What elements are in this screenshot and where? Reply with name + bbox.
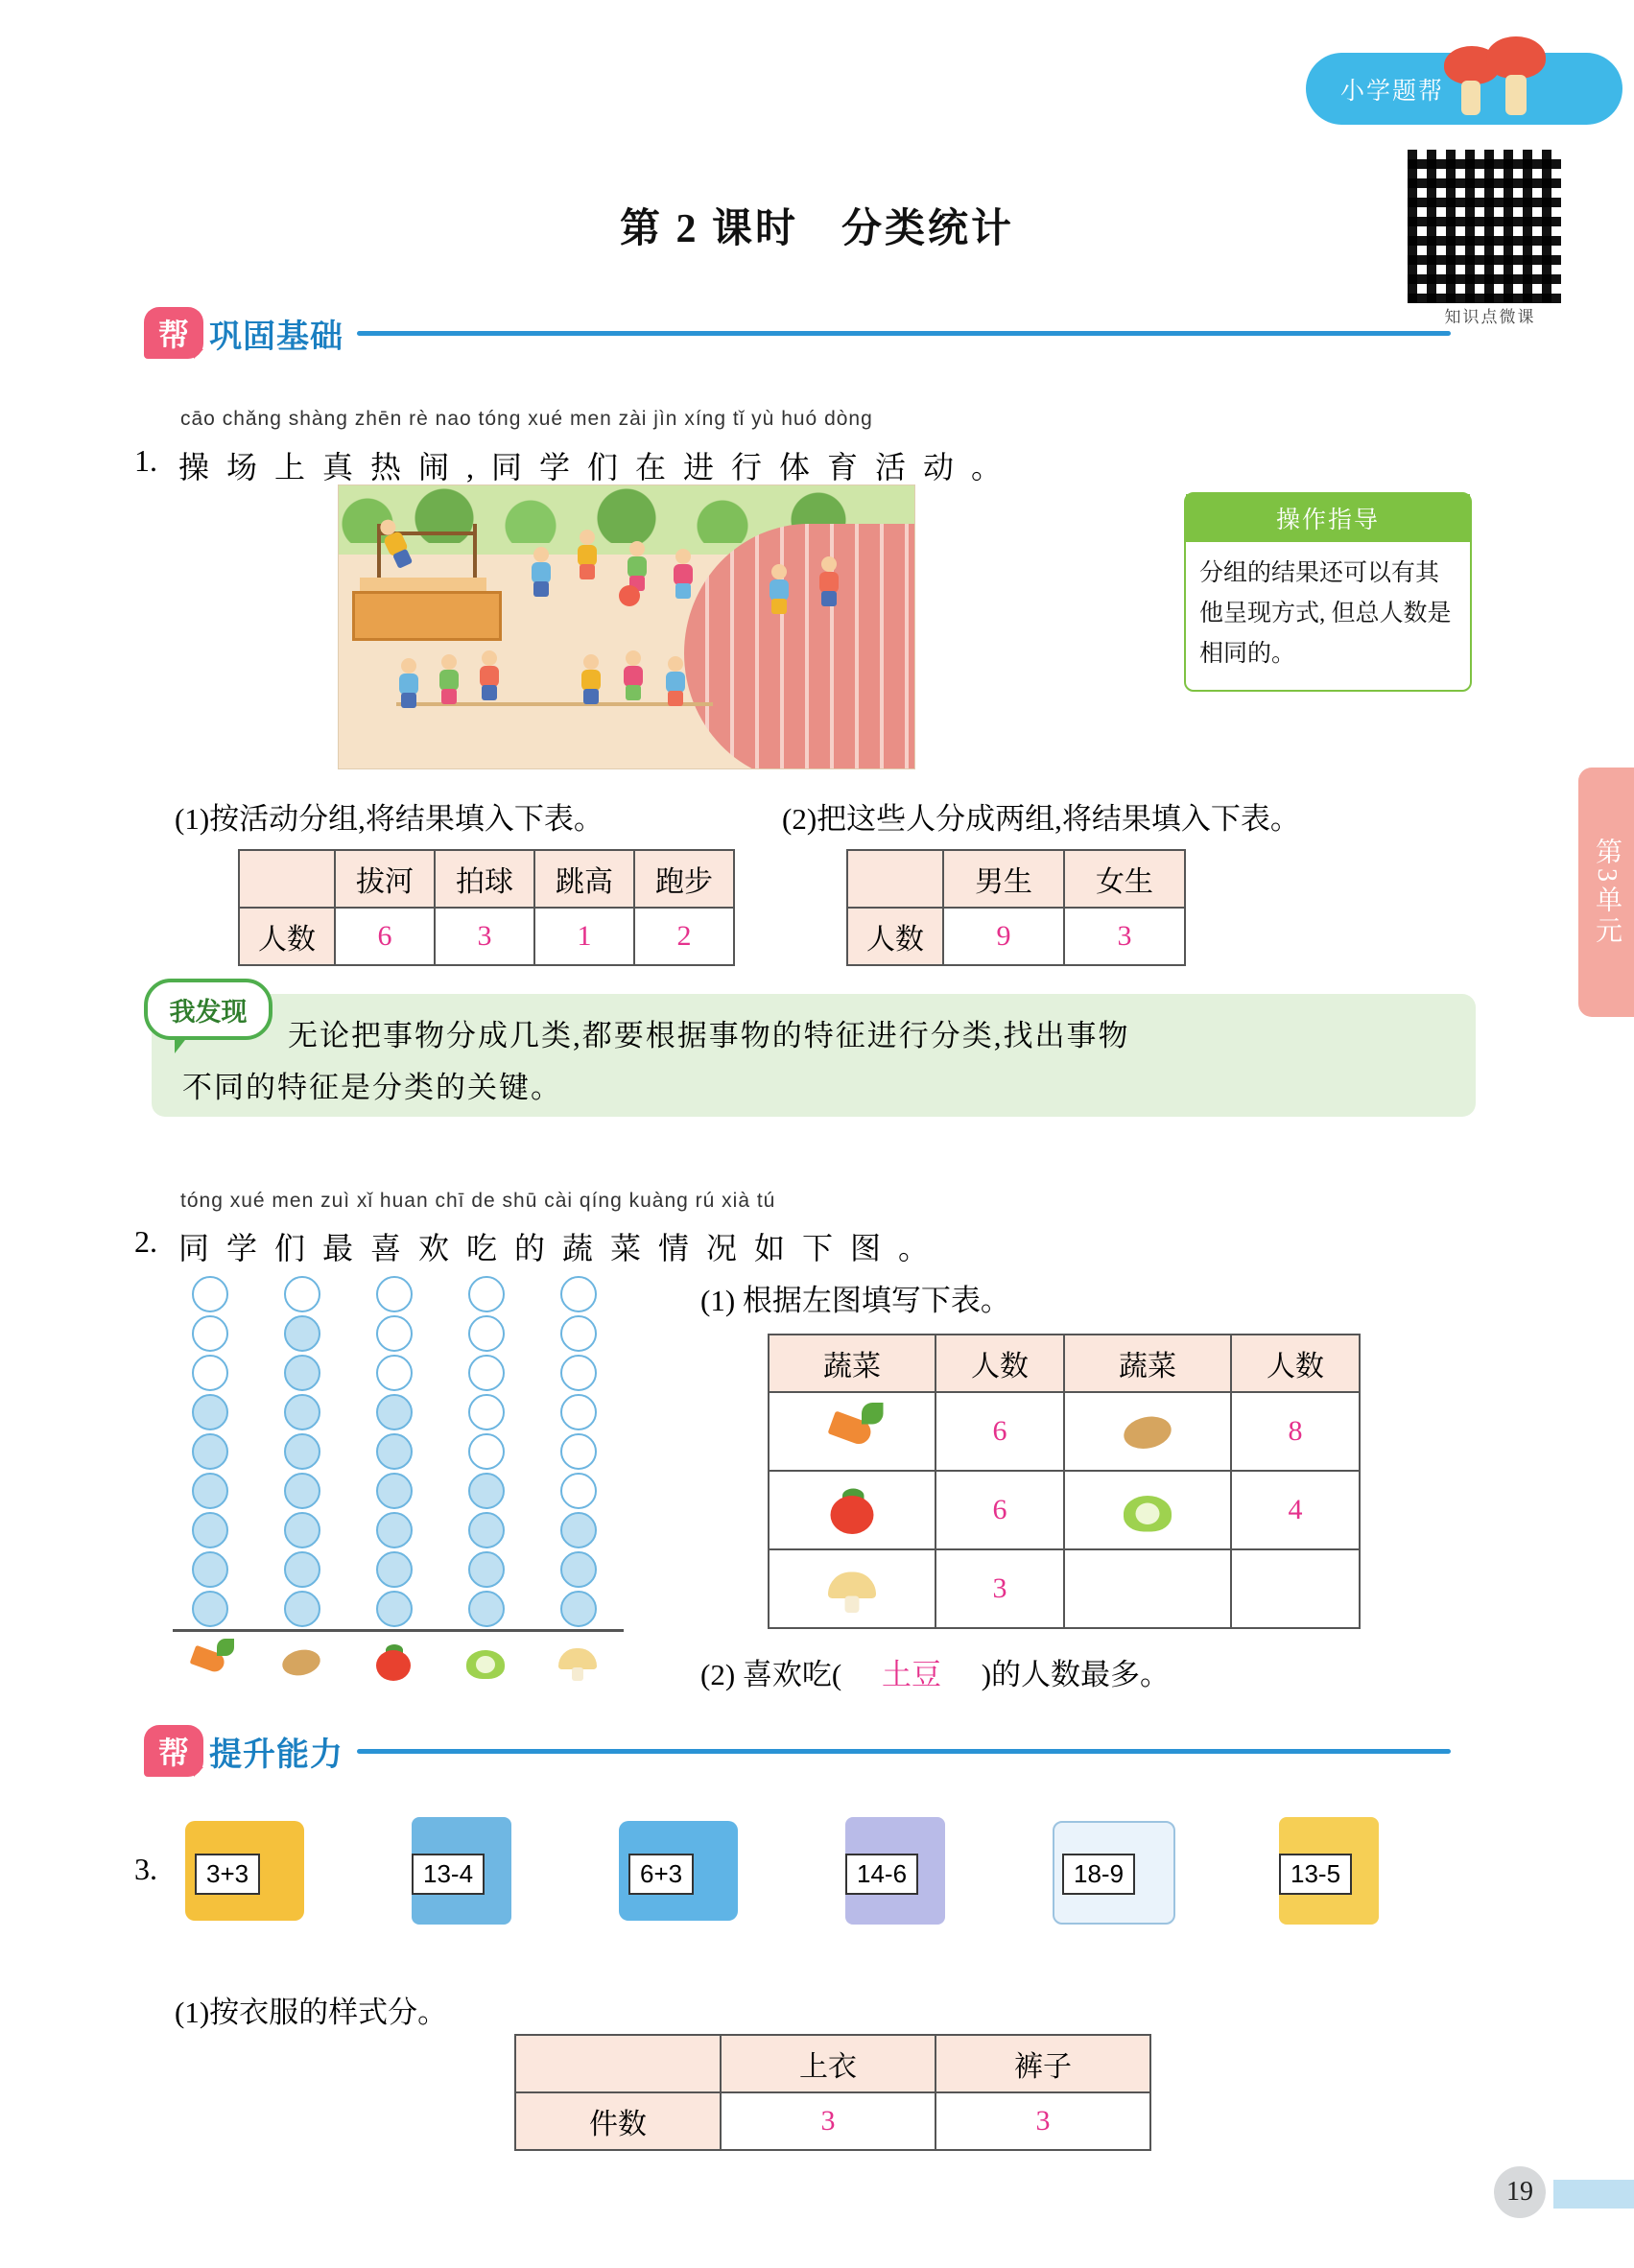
- vegetable-dot-chart: [173, 1276, 643, 1669]
- table-row: [515, 2092, 1150, 2150]
- answer-cell[interactable]: 3: [435, 908, 534, 965]
- answer-cell[interactable]: 2: [634, 908, 734, 965]
- answer-cell[interactable]: 3: [935, 1549, 1064, 1628]
- answer-cell[interactable]: 6: [935, 1392, 1064, 1471]
- table-header-cell: 人数: [1231, 1335, 1360, 1392]
- q1-stem: 操 场 上 真 热 闹 , 同 学 们 在 进 行 体 育 活 动 。: [178, 450, 1007, 484]
- table-row: [239, 850, 734, 908]
- q2-sub2: [700, 1650, 1170, 1693]
- playground-illustration: [338, 484, 915, 769]
- answer-cell[interactable]: 9: [943, 908, 1064, 965]
- mushroom-icon: [821, 1558, 884, 1620]
- table-row: [769, 1335, 1360, 1392]
- table-row: [239, 908, 734, 965]
- section-header-basics: [144, 307, 1478, 359]
- table-header-cell: 跳高: [534, 850, 634, 908]
- table-header-cell: 女生: [1064, 850, 1185, 908]
- section-rule: [357, 1749, 1451, 1754]
- qr-caption: 知识点微课: [1444, 308, 1536, 326]
- item-label: 14-6: [845, 1854, 918, 1895]
- empty-cell[interactable]: [1231, 1549, 1360, 1628]
- table-header-cell: 拍球: [435, 850, 534, 908]
- section-title: 提升能力: [209, 1736, 343, 1773]
- table-corner-cell: [847, 850, 943, 908]
- answer-cell[interactable]: 3: [721, 2092, 935, 2150]
- clothes-row: [168, 1804, 1454, 1938]
- unit-side-tab: [1578, 768, 1634, 1017]
- chart-category-icons: [173, 1637, 624, 1692]
- section-badge: 帮: [144, 1725, 203, 1777]
- table-header-cell: 跑步: [634, 850, 734, 908]
- cell-carrot-icon: [769, 1392, 935, 1471]
- table-header-cell: 拔河: [335, 850, 435, 908]
- carrot-icon: [184, 1637, 234, 1687]
- q1-table-activities[interactable]: [238, 849, 735, 966]
- section-header-ability: [144, 1725, 1478, 1777]
- table-row: [515, 2035, 1150, 2092]
- cell-tomato-icon: [769, 1471, 935, 1549]
- mushroom-icon: [1436, 36, 1551, 128]
- q3-number: 3.: [134, 1852, 157, 1886]
- table-corner-cell: [515, 2035, 721, 2092]
- unit-side-tab-label: 第3单元: [1592, 838, 1622, 947]
- carrot-icon: [821, 1401, 884, 1463]
- potato-icon: [276, 1637, 326, 1687]
- table-row: [847, 908, 1185, 965]
- q1-sub1: (1)按活动分组,将结果填入下表。: [175, 802, 604, 836]
- table-header-cell: 上衣: [721, 2035, 935, 2092]
- q2-stem: 同 学 们 最 喜 欢 吃 的 蔬 菜 情 况 如 下 图 。: [178, 1231, 935, 1265]
- section-title: 巩固基础: [209, 319, 343, 355]
- mushroom-icon: [553, 1637, 603, 1687]
- answer-cell[interactable]: 8: [1231, 1392, 1360, 1471]
- cabbage-icon: [1117, 1479, 1179, 1542]
- table-row: [847, 850, 1185, 908]
- item-label: 13-4: [412, 1854, 485, 1895]
- discovery-line-2: 不同的特征是分类的关键。: [182, 1071, 562, 1104]
- q2-answer[interactable]: 土豆: [881, 1658, 941, 1691]
- clothing-item[interactable]: [818, 1804, 972, 1938]
- empty-cell[interactable]: [1064, 1549, 1231, 1628]
- table-row-label: 件数: [515, 2092, 721, 2150]
- q3-table[interactable]: [514, 2034, 1151, 2151]
- clothing-item[interactable]: [168, 1804, 321, 1938]
- page-footer-bar: [1553, 2180, 1634, 2209]
- discovery-line-1: 无论把事物分成几类,都要根据事物的特征进行分类,找出事物: [288, 1019, 1130, 1052]
- section-rule: [357, 331, 1451, 336]
- potato-icon: [1117, 1401, 1179, 1463]
- table-row-label: 人数: [847, 908, 943, 965]
- table-header-cell: 男生: [943, 850, 1064, 908]
- item-label: 13-5: [1279, 1854, 1352, 1895]
- clothing-item[interactable]: [602, 1804, 755, 1938]
- q2-number: 2.: [134, 1224, 157, 1259]
- q2-pinyin: tóng xué men zuì xǐ huan chī de shū cài qíng kuàng rú xià tú: [180, 1190, 776, 1212]
- cell-cabbage-icon: [1064, 1471, 1231, 1549]
- answer-cell[interactable]: 6: [935, 1471, 1064, 1549]
- q1-sub2: (2)把这些人分成两组,将结果填入下表。: [782, 802, 1300, 836]
- item-label: 18-9: [1062, 1854, 1135, 1895]
- tomato-icon: [821, 1479, 884, 1542]
- table-row: [769, 1549, 1360, 1628]
- table-corner-cell: [239, 850, 335, 908]
- clothing-item[interactable]: [385, 1804, 538, 1938]
- table-row: [769, 1471, 1360, 1549]
- page-number: 19: [1494, 2166, 1546, 2218]
- q2-sub1: (1) 根据左图填写下表。: [700, 1284, 1010, 1317]
- operation-guide: [1184, 492, 1472, 692]
- answer-cell[interactable]: 3: [1064, 908, 1185, 965]
- answer-cell[interactable]: 3: [935, 2092, 1150, 2150]
- q2-sub2-after: )的人数最多。: [981, 1658, 1171, 1691]
- clothing-item[interactable]: [1252, 1804, 1406, 1938]
- item-label: 6+3: [628, 1854, 694, 1895]
- operation-guide-body: 分组的结果还可以有其他呈现方式, 但总人数是相同的。: [1199, 560, 1452, 667]
- brand-label: 小学题帮: [1340, 77, 1445, 105]
- table-header-cell: 人数: [935, 1335, 1064, 1392]
- discovery-tag: 我发现: [144, 979, 272, 1040]
- q1-pinyin: cāo chǎng shàng zhēn rè nao tóng xué men zài jìn xíng tǐ yù huó dòng: [180, 408, 873, 430]
- table-header-cell: 裤子: [935, 2035, 1150, 2092]
- item-label: 3+3: [195, 1854, 260, 1895]
- answer-cell[interactable]: 4: [1231, 1471, 1360, 1549]
- answer-cell[interactable]: 1: [534, 908, 634, 965]
- table-row-label: 人数: [239, 908, 335, 965]
- section-badge: 帮: [144, 307, 203, 359]
- page-title: 第 2 课时 分类统计: [619, 207, 1014, 251]
- clothing-item[interactable]: [1035, 1804, 1189, 1938]
- table-row: [769, 1392, 1360, 1471]
- chart-axis: [173, 1629, 624, 1632]
- q2-sub2-before: (2) 喜欢吃(: [700, 1658, 842, 1691]
- cell-mushroom-icon: [769, 1549, 935, 1628]
- q1-table-gender[interactable]: [846, 849, 1186, 966]
- q1-number: 1.: [134, 443, 157, 478]
- cabbage-icon: [461, 1637, 510, 1687]
- answer-cell[interactable]: 6: [335, 908, 435, 965]
- table-header-cell: 蔬菜: [769, 1335, 935, 1392]
- table-header-cell: 蔬菜: [1064, 1335, 1231, 1392]
- cell-potato-icon: [1064, 1392, 1231, 1471]
- q3-sub1: (1)按衣服的样式分。: [175, 1996, 448, 2029]
- q2-table[interactable]: [768, 1334, 1361, 1629]
- tomato-icon: [368, 1637, 418, 1687]
- operation-guide-title: 操作指导: [1186, 494, 1470, 542]
